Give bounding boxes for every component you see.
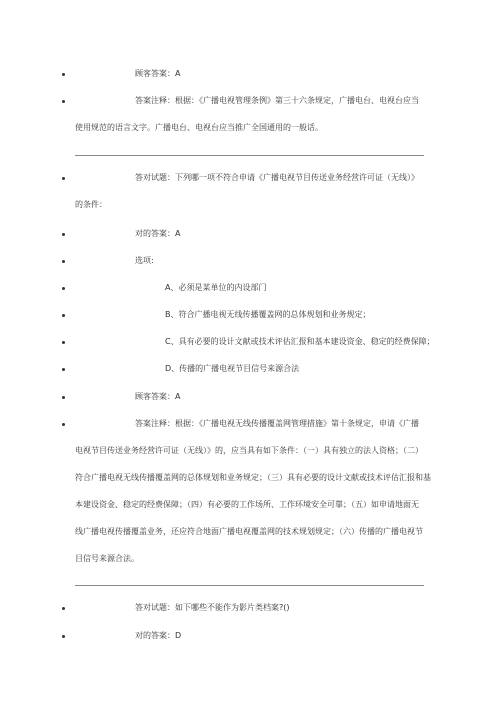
answer-note-line: 答案注释：根据：《广播电视管理条例》第三十六条规定，广播电台、电视台应当 [135, 96, 419, 105]
answer-note-line: 本建设资金、稳定的经费保障；（四）有必要的工作场所、工作环境安全可靠；（五）如申请地面无 [75, 500, 419, 509]
bullet-icon [62, 341, 65, 344]
bullet-icon [62, 233, 65, 236]
bullet-icon [62, 287, 65, 290]
option-d: D、传播的广播电视节目信号来源合法 [165, 364, 300, 373]
bullet-icon [62, 177, 65, 180]
option-b: B、符合广播电视无线传播覆盖网的总体规划和业务规定； [165, 310, 371, 319]
option-a: A、必须是某单位的内设部门 [165, 283, 267, 292]
answer-note-line: 答案注释：根据：《广播电视无线传播覆盖网管理措施》第十条规定，申请《广播 [135, 419, 419, 428]
customer-answer: 顾客答案：A [135, 69, 181, 78]
question-line: 答对试题：下列哪一项不符合申请《广播电视节目传送业务经营许可证（无线）》 [135, 173, 419, 182]
answer-note-line: 目信号来源合法。 [75, 554, 139, 563]
bullet-icon [62, 260, 65, 263]
bullet-icon [62, 635, 65, 638]
divider [75, 585, 424, 586]
divider [75, 155, 424, 156]
bullet-icon [62, 396, 65, 399]
option-c: C、具有必要的设计文献或技术评估汇报和基本建设资金、稳定的经费保障； [165, 337, 435, 346]
bullet-icon [62, 100, 65, 103]
correct-answer: 对的答案：A [135, 229, 181, 238]
options-label: 选项: [135, 256, 154, 265]
bullet-icon [62, 368, 65, 371]
question-line: 答对试题：如下哪些不能作为影片类档案?() [135, 603, 290, 612]
bullet-icon [62, 73, 65, 76]
bullet-icon [62, 607, 65, 610]
customer-answer: 顾客答案：A [135, 392, 181, 401]
question-line: 的条件： [75, 200, 107, 209]
answer-note-line: 使用规范的语言文字。广播电台、电视台应当推广全国通用的一般话。 [75, 123, 323, 132]
answer-note-line: 电视节目传送业务经营许可证（无线）》的，应当具有如下条件：（一）具有独立的法人资格；（二） [75, 446, 423, 455]
answer-note-line: 线广播电视传播覆盖业务，还应符合地面广播电视覆盖网的技术规划规定；（六）传播的广播电视节 [75, 527, 423, 536]
bullet-icon [62, 314, 65, 317]
correct-answer: 对的答案：D [135, 631, 182, 640]
answer-note-line: 符合广播电视无线传播覆盖网的总体规划和业务规定；（三）具有必要的设计文献或技术评估汇报和基 [75, 473, 431, 482]
bullet-icon [62, 423, 65, 426]
